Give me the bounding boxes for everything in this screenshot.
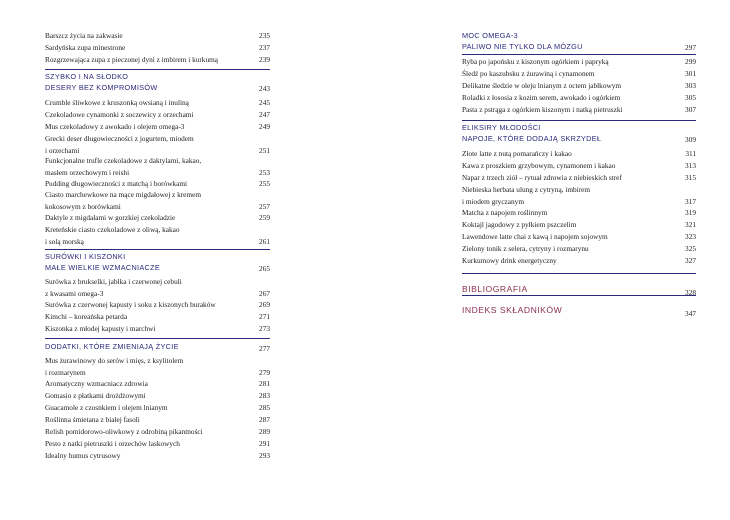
toc-entry-title: Surówka z czerwonej kapusty i soku z kiszonych buraków xyxy=(45,300,216,309)
section-heading-page: 277 xyxy=(259,343,270,353)
section-divider xyxy=(45,338,270,339)
toc-entry[interactable] xyxy=(462,92,696,104)
toc-entry-title: Mus czekoladowy z awokado i olejem omega-3 xyxy=(45,122,185,131)
toc-entry-title: Roladki z łososia z kozim serem, awokado i ogórkiem xyxy=(462,93,621,102)
toc-entry[interactable] xyxy=(462,80,696,92)
toc-entry-title: Niebieska herbata ulung z cytryną, imbirem i miodem gryczanym xyxy=(462,185,591,206)
toc-entry-page: 255 xyxy=(259,179,270,188)
toc-entry-title: Kiszonka z młodej kapusty i marchwi xyxy=(45,324,156,333)
toc-entry-page: 283 xyxy=(259,391,270,400)
toc-entry[interactable] xyxy=(462,255,696,267)
toc-entry-page: 323 xyxy=(685,232,696,241)
toc-bibliography-title: BIBLIOGRAFIA xyxy=(462,284,528,294)
toc-entry-page: 249 xyxy=(259,122,270,131)
toc-entry[interactable] xyxy=(45,121,270,133)
toc-entry[interactable] xyxy=(45,276,270,299)
toc-ingredient-index-page: 347 xyxy=(685,309,696,318)
toc-entry[interactable] xyxy=(462,243,696,255)
toc-entry[interactable] xyxy=(462,68,696,80)
toc-entry[interactable] xyxy=(45,155,270,178)
toc-entry[interactable] xyxy=(45,450,270,462)
toc-entry[interactable] xyxy=(462,219,696,231)
toc-entry-title: Kreteńskie ciasto czekoladowe z oliwą, kakao i solą morską xyxy=(45,225,180,246)
section-heading-title: SURÓWKI I KISZONKI MAŁE WIELKIE WZMACNIACZE xyxy=(45,252,161,272)
toc-entry-page: 269 xyxy=(259,300,270,309)
toc-entry-title: Crumble śliwkowe z kruszonką owsianą i inuliną xyxy=(45,98,189,107)
toc-entry-title: Napar z trzech ziół – rytuał zdrowia z niebieskich stref xyxy=(462,173,622,182)
section-divider xyxy=(462,54,696,55)
toc-entry-page: 251 xyxy=(259,145,270,155)
section-heading-title: DODATKI, KTÓRE ZMIENIAJĄ ŻYCIE xyxy=(45,342,179,351)
toc-entry-title: Zielony tonik z selera, cytryny i rozmarynu xyxy=(462,244,589,253)
toc-entry-page: 317 xyxy=(685,196,696,206)
toc-entry-page: 281 xyxy=(259,379,270,388)
section-heading[interactable] xyxy=(45,72,270,93)
toc-entry-title: Ryba po japońsku z kiszonym ogórkiem i papryką xyxy=(462,57,609,66)
toc-entry-page: 259 xyxy=(259,213,270,222)
section-heading-title: MOC OMEGA-3 PALIWO NIE TYLKO DLA MÓZGU xyxy=(462,31,583,51)
toc-entry-title: Pasta z pstrąga z ogórkiem kiszonym i natką pietruszki xyxy=(462,105,623,114)
toc-entry[interactable] xyxy=(45,323,270,335)
toc-entry-page: 305 xyxy=(685,93,696,102)
toc-entry[interactable] xyxy=(45,378,270,390)
toc-entry-title: Kurkumowy drink energetyczny xyxy=(462,256,557,265)
toc-entry-title: Guacamole z czosnkiem i olejem lnianym xyxy=(45,403,168,412)
toc-entry-title: Grecki deser długowieczności z jogurtem, miodem i orzechami xyxy=(45,134,194,155)
toc-entry-page: 239 xyxy=(259,55,270,64)
toc-entry[interactable] xyxy=(462,207,696,219)
toc-entry-page: 313 xyxy=(685,161,696,170)
toc-entry-title: Koktajl jagodowy z pyłkiem pszczelim xyxy=(462,220,577,229)
section-heading[interactable] xyxy=(45,342,270,353)
toc-entry[interactable] xyxy=(45,212,270,224)
toc-entry-page: 303 xyxy=(685,81,696,90)
toc-entry-title: Relish pomidorowo-oliwkowy z odrobiną pikantności xyxy=(45,427,203,436)
toc-entry-title: Lawendowe latte chai z kawą i napojem sojowym xyxy=(462,232,608,241)
section-heading[interactable] xyxy=(462,123,696,144)
toc-entry[interactable] xyxy=(45,30,270,42)
toc-entry[interactable] xyxy=(45,109,270,121)
toc-entry-page: 285 xyxy=(259,403,270,412)
toc-entry-title: Rozgrzewająca zupa z pieczonej dyni z imbirem i kurkumą xyxy=(45,55,219,64)
toc-entry[interactable] xyxy=(45,42,270,54)
toc-entry-page: 311 xyxy=(685,149,696,158)
toc-entry[interactable] xyxy=(462,148,696,160)
toc-entry[interactable] xyxy=(45,414,270,426)
toc-entry-page: 325 xyxy=(685,244,696,253)
toc-entry[interactable] xyxy=(45,426,270,438)
toc-entry-page: 319 xyxy=(685,208,696,217)
toc-entry-page: 237 xyxy=(259,43,270,52)
toc-entry-page: 247 xyxy=(259,110,270,119)
toc-entry-page: 271 xyxy=(259,312,270,321)
toc-entry-title: Roślinna śmietana z białej fasoli xyxy=(45,415,140,424)
toc-entry[interactable] xyxy=(45,54,270,66)
toc-entry-page: 253 xyxy=(259,167,270,177)
toc-entry-title: Ciasto marchewkowe na mące migdałowej z kremem kokosowym z borówkami xyxy=(45,190,202,211)
section-heading-page: 243 xyxy=(259,84,270,94)
section-heading-page: 309 xyxy=(685,135,696,145)
toc-entry[interactable] xyxy=(45,355,270,378)
toc-entry-page: 289 xyxy=(259,427,270,436)
toc-ingredient-index-title: INDEKS SKŁADNIKÓW xyxy=(462,305,563,315)
section-heading[interactable] xyxy=(462,31,696,52)
toc-entry-title: Czekoladowe cynamonki z soczewicy z orzechami xyxy=(45,110,194,119)
section-divider xyxy=(45,249,270,250)
section-divider xyxy=(462,273,696,274)
section-heading-title: SZYBKO I NA SŁODKO DESERY BEZ KOMPROMISÓW xyxy=(45,72,158,92)
toc-entry[interactable] xyxy=(45,402,270,414)
toc-entry-page: 299 xyxy=(685,57,696,66)
toc-entry[interactable] xyxy=(45,299,270,311)
toc-entry-page: 301 xyxy=(685,69,696,78)
toc-entry-page: 279 xyxy=(259,367,270,377)
toc-entry-page: 245 xyxy=(259,98,270,107)
toc-entry[interactable] xyxy=(45,189,270,212)
toc-entry-title: Barszcz życia na zakwasie xyxy=(45,31,123,40)
section-divider xyxy=(462,295,696,296)
toc-ingredient-index[interactable] xyxy=(462,300,696,318)
toc-entry-title: Kawa z proszkiem grzybowym, cynamonem i kakao xyxy=(462,161,616,170)
toc-entry[interactable] xyxy=(45,97,270,109)
toc-entry-page: 267 xyxy=(259,288,270,298)
toc-entry-title: Surówka z brukselki, jabłka i czerwonej cebuli z kwasami omega-3 xyxy=(45,277,182,298)
toc-entry-title: Aromatyczny wzmacniacz zdrowia xyxy=(45,379,148,388)
toc-entry-page: 287 xyxy=(259,415,270,424)
toc-entry[interactable] xyxy=(45,311,270,323)
toc-entry-title: Pudding długowieczności z matchą i borówkami xyxy=(45,179,188,188)
toc-entry-title: Pesto z natki pietruszki i orzechów laskowych xyxy=(45,439,180,448)
section-heading-title: ELIKSIRY MŁODOŚCI NAPOJE, KTÓRE DODAJĄ SKRZYDEŁ xyxy=(462,123,602,143)
toc-entry-page: 235 xyxy=(259,31,270,40)
section-heading-page: 265 xyxy=(259,264,270,274)
toc-entry-title: Matcha z napojem roślinnym xyxy=(462,208,548,217)
toc-entry-page: 261 xyxy=(259,236,270,246)
section-heading[interactable] xyxy=(45,252,270,273)
toc-entry[interactable] xyxy=(45,438,270,450)
toc-entry[interactable] xyxy=(45,178,270,190)
toc-entry-title: Śledź po kaszubsku z żurawiną i cynamonem xyxy=(462,69,595,78)
toc-entry-page: 315 xyxy=(685,173,696,182)
toc-entry-title: Gomasio z płatkami drożdżowymi xyxy=(45,391,146,400)
toc-entry[interactable] xyxy=(45,133,270,156)
toc-entry-page: 307 xyxy=(685,105,696,114)
toc-entry-page: 327 xyxy=(685,256,696,265)
toc-entry[interactable] xyxy=(462,56,696,68)
toc-entry[interactable] xyxy=(45,390,270,402)
toc-entry[interactable] xyxy=(462,231,696,243)
toc-entry-page: 321 xyxy=(685,220,696,229)
toc-entry-title: Daktyle z migdałami w gorzkiej czekoladzie xyxy=(45,213,176,222)
toc-entry-title: Złote latte z nutą pomarańczy i kakao xyxy=(462,149,572,158)
toc-entry[interactable] xyxy=(462,104,696,116)
toc-entry-title: Mus żurawinowy do serów i mięs, z ksylitolem i rozmarynem xyxy=(45,356,184,377)
toc-bibliography-page: 328 xyxy=(685,288,696,297)
toc-entry-page: 273 xyxy=(259,324,270,333)
toc-entry-page: 293 xyxy=(259,451,270,460)
toc-entry-title: Kimchi – koreańska petarda xyxy=(45,312,128,321)
toc-entry-title: Sardyńska zupa minestrone xyxy=(45,43,126,52)
toc-entry-page: 291 xyxy=(259,439,270,448)
toc-entry-title: Funkcjonalne trufle czekoladowe z daktylami, kakao, masłem orzechowym i reishi xyxy=(45,156,202,177)
toc-entry[interactable] xyxy=(462,184,696,207)
section-divider xyxy=(45,69,270,70)
toc-entry-title: Delikatne śledzie w oleju lnianym z octem jabłkowym xyxy=(462,81,622,90)
toc-entry[interactable] xyxy=(462,160,696,172)
section-heading-page: 297 xyxy=(685,43,696,53)
toc-entry-page: 257 xyxy=(259,201,270,211)
toc-entry[interactable] xyxy=(45,224,270,247)
toc-entry-title: Idealny humus cytrusowy xyxy=(45,451,121,460)
section-divider xyxy=(462,120,696,121)
toc-entry[interactable] xyxy=(462,172,696,184)
